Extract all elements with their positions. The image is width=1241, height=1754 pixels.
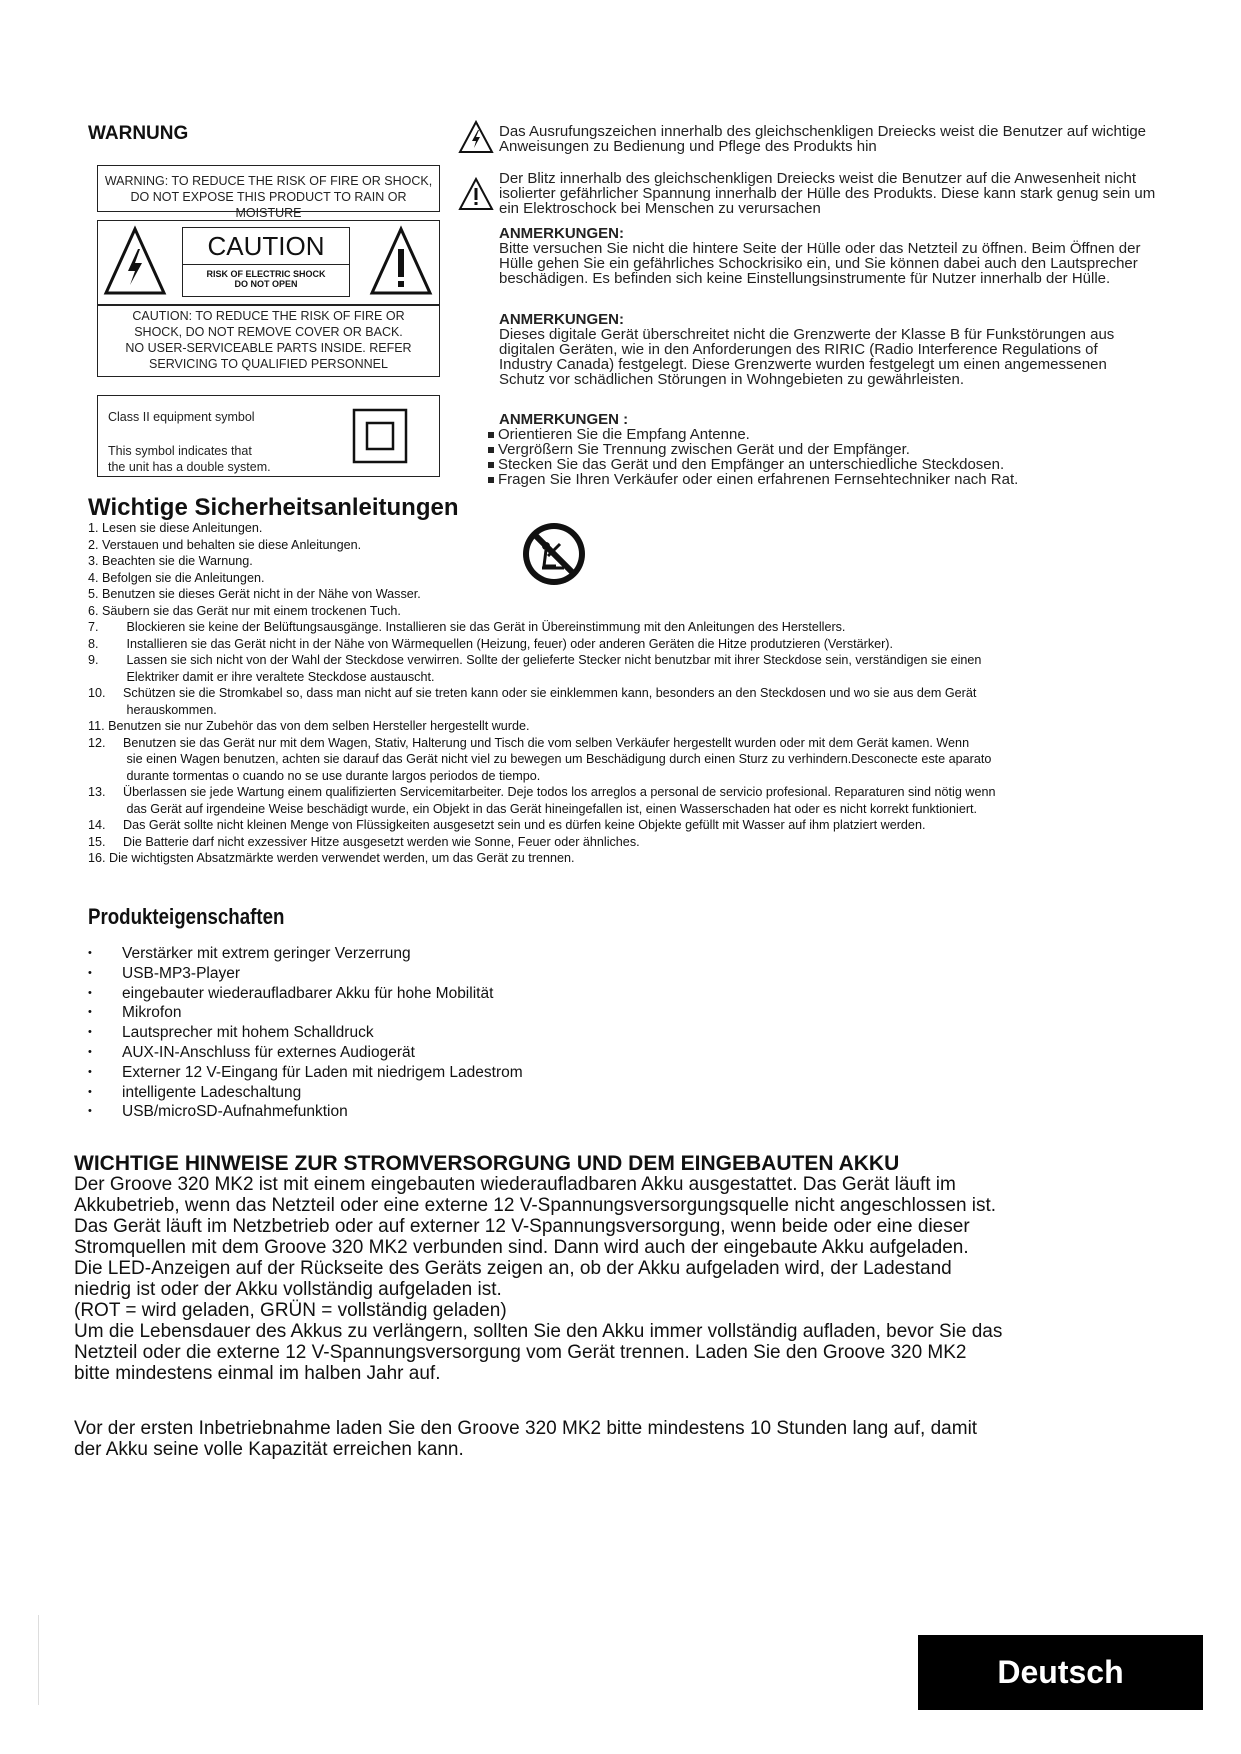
list-item: 15. Die Batterie darf nicht exzessiver Hitze ausgesetzt werden wie Sonne, Feuer oder ähnliches.: [88, 834, 640, 849]
list-item: 5. Benutzen sie dieses Gerät nicht in der Nähe von Wasser.: [88, 587, 421, 601]
list-item: herauskommen.: [88, 702, 217, 717]
list-item: Orientieren Sie die Empfang Antenne.: [488, 427, 1168, 442]
class2-desc: This symbol indicates that: [108, 444, 252, 458]
list-item: • Mikrofon: [88, 1003, 788, 1023]
caution-cover-line: SERVICING TO QUALIFIED PERSONNEL: [149, 357, 388, 371]
list-item: 4. Befolgen sie die Anleitungen.: [88, 570, 265, 585]
list-item: • Verstärker mit extrem geringer Verzerrung: [88, 944, 788, 964]
bolt-note: Der Blitz innerhalb des gleichschenkligen Dreiecks weist die Benutzer auf die Anwesenheit nicht isolierter gefährlicher Spannung innerhalb der Hülle des Produkts. Diese kann stark genug sein um ein Elektroschock bei Menschen zu verursachen: [499, 170, 1156, 217]
list-item: • Externer 12 V-Eingang für Laden mit niedrigem Ladestrom: [88, 1063, 788, 1083]
list-item: Fragen Sie Ihren Verkäufer oder einen erfahrenen Fernsehtechniker nach Rat.: [488, 472, 1168, 487]
language-badge: Deutsch: [918, 1635, 1203, 1710]
caution-cover-line: NO USER-SERVICEABLE PARTS INSIDE. REFER: [125, 341, 412, 355]
power-line: Stromquellen mit dem Groove 320 MK2 verbunden sind. Dann wird auch der eingebaute Akku aufgeladen.: [74, 1237, 969, 1258]
list-item: • USB/microSD-Aufnahmefunktion: [88, 1102, 788, 1122]
list-item: 6. Säubern sie das Gerät nur mit einem trockenen Tuch.: [88, 603, 401, 618]
list-item: 7. Blockieren sie keine der Belüftungsausgänge. Installieren sie das Gerät in Übereinstimmung mit den Anleitungen des Herstellers.: [88, 620, 846, 634]
exclamation-warning-icon: [368, 225, 434, 297]
power-line: Akkubetrieb, wenn das Netzteil oder eine externe 12 V-Spannungsversorgungsquelle nicht angeschlossen ist.: [74, 1195, 997, 1216]
caution-sub: RISK OF ELECTRIC SHOCK: [206, 269, 326, 279]
notes-heading: ANMERKUNGEN:: [499, 311, 624, 328]
list-item: 14. Das Gerät sollte nicht kleinen Menge von Flüssigkeiten ausgesetzt sein und es dürfen keine Objekte gefüllt mit Wasser auf ihm platziert werden.: [88, 818, 926, 832]
list-item: 9. Lassen sie sich nicht von der Wahl der Steckdose verwirren. Sollte der gelieferte Stecker nicht benutzbar mit ihrer Steckdose sein, verständigen sie einen: [88, 653, 982, 667]
list-item: 16. Die wichtigsten Absatzmärkte werden verwendet werden, um das Gerät zu trennen.: [88, 851, 575, 865]
power-title: WICHTIGE HINWEISE ZUR STROMVERSORGUNG UND DEM EINGEBAUTEN AKKU: [74, 1152, 900, 1175]
list-item: 10. Schützen sie die Stromkabel so, dass man nicht auf sie treten kann oder sie einklemmen kann, besonders an den Steckdosen und wo sie aus dem Gerät: [88, 686, 977, 700]
bolt-triangle-icon: [458, 177, 494, 211]
list-item: • eingebauter wiederaufladbarer Akku für hohe Mobilität: [88, 984, 788, 1004]
power-line: Netzteil oder die externe 12 V-Spannungsversorgung vom Gerät trennen. Laden Sie den Groove 320 MK2: [74, 1342, 967, 1363]
safety-list: [88, 520, 1148, 867]
list-item: • intelligente Ladeschaltung: [88, 1083, 788, 1103]
list-item: 12. Benutzen sie das Gerät nur mit dem Wagen, Stativ, Halterung und Tisch die vom selben Verkäufer hergestellt wurden oder mit dem Gerät kamen. Wenn: [88, 735, 970, 750]
power-text: [74, 1174, 1194, 1384]
list-item: Elektriker damit er ihre veraltete Steckdose austauscht.: [88, 669, 435, 684]
power-line: Vor der ersten Inbetriebnahme laden Sie den Groove 320 MK2 bitte mindestens 10 Stunden lang auf, damit: [74, 1418, 978, 1439]
list-item: das Gerät auf irgendeine Weise beschädigt wurde, ein Objekt in das Gerät hineingefallen ist, einen Wasserschaden hat oder es nicht korrekt funktioniert.: [88, 801, 978, 816]
caution-cover-line: SHOCK, DO NOT REMOVE COVER OR BACK.: [134, 325, 403, 339]
power-final: [74, 1418, 1194, 1460]
power-line: bitte mindestens einmal im halben Jahr auf.: [74, 1363, 441, 1384]
class2-desc: the unit has a double system.: [108, 460, 271, 474]
warning-box-rain: [97, 165, 440, 220]
double-square-icon: [352, 408, 408, 464]
power-line: der Akku seine volle Kapazität erreichen kann.: [74, 1439, 464, 1460]
list-item: • AUX-IN-Anschluss für externes Audiogerät: [88, 1043, 788, 1063]
class2-label: Class II equipment symbol: [108, 410, 255, 424]
caution-label-box: [182, 227, 350, 297]
power-line: (ROT = wird geladen, GRÜN = vollständig geladen): [74, 1300, 507, 1321]
list-item: 1. Lesen sie diese Anleitungen.: [88, 521, 263, 535]
caution-cover-box: [97, 305, 440, 377]
margin-line: [38, 1615, 39, 1705]
notes-text: Bitte versuchen Sie nicht die hintere Seite der Hülle oder das Netzteil zu öffnen. Beim Öffnen der Hülle gehen Sie ein gefährliches Schockrisiko ein, und Sie können dabei auch den Lautsprecher beschädigen. Es befinden sich keine Einstellungsinstrumente für Nutzer innerhalb der Hülle.: [499, 240, 1141, 287]
list-item: 8. Installieren sie das Gerät nicht in der Nähe von Wärmequellen (Heizung, feuer) oder anderen Geräten die Hitze produtzieren (Verstärker).: [88, 636, 894, 651]
lightning-warning-icon: [102, 225, 168, 297]
notes-text: Dieses digitale Gerät überschreitet nicht die Grenzwerte der Klasse B für Funkstörungen aus digitalen Geräten, wie in den Anforderungen des RIRIC (Radio Interference Regulations of Industry Canada) festgelegt. Diese Grenzwerte wurden festgelegt um einen angemessenen Schutz vor schädlichen Störungen in Wohngebieten zu gewährleisten.: [499, 326, 1115, 388]
notes-heading: ANMERKUNGEN:: [499, 225, 624, 242]
safety-title: Wichtige Sicherheitsanleitungen: [88, 494, 459, 521]
power-line: niedrig ist oder der Akku vollständig aufgeladen ist.: [74, 1279, 502, 1300]
class2-box: [97, 395, 440, 477]
features-title: Produkteigenschaften: [88, 904, 285, 929]
warning-box-line: DO NOT EXPOSE THIS PRODUCT TO RAIN OR MOISTURE: [130, 190, 407, 220]
exclamation-triangle-icon: [458, 120, 494, 154]
power-line: Die LED-Anzeigen auf der Rückseite des Geräts zeigen an, ob der Akku aufgeladen wird, der Ladestand: [74, 1258, 952, 1279]
power-line: Um die Lebensdauer des Akkus zu verlängern, sollten Sie den Akku immer vollständig aufladen, bevor Sie das: [74, 1321, 1003, 1342]
caution-box: [97, 220, 440, 305]
list-item: durante tormentas o cuando no se use durante largos periodos de tiempo.: [88, 768, 541, 783]
list-item: • Lautsprecher mit hohem Schalldruck: [88, 1023, 788, 1043]
notes-heading: ANMERKUNGEN :: [499, 411, 629, 428]
list-item: • USB-MP3-Player: [88, 964, 788, 984]
notes-bullet-list: [488, 427, 1168, 487]
list-item: 3. Beachten sie die Warnung.: [88, 554, 253, 568]
exclamation-note: Das Ausrufungszeichen innerhalb des gleichschenkligen Dreiecks weist die Benutzer auf wichtige Anweisungen zu Bedienung und Pflege des Produkts hin: [499, 123, 1147, 155]
list-item: Vergrößern Sie Trennung zwischen Gerät und der Empfänger.: [488, 442, 1168, 457]
list-item: 2. Verstauen und behalten sie diese Anleitungen.: [88, 537, 362, 552]
caution-sub: DO NOT OPEN: [234, 279, 298, 289]
list-item: Stecken Sie das Gerät und den Empfänger an unterschiedliche Steckdosen.: [488, 457, 1168, 472]
power-line: Der Groove 320 MK2 ist mit einem eingebauten wiederaufladbaren Akku ausgestattet. Das Gerät läuft im: [74, 1174, 956, 1195]
list-item: sie einen Wagen benutzen, achten sie darauf das Gerät nicht viel zu bewegen um Beschädigung durch einen Sturz zu verhindern.Desconecte este aparato: [88, 752, 992, 766]
caution-cover-line: CAUTION: TO REDUCE THE RISK OF FIRE OR: [132, 309, 405, 323]
caution-title: CAUTION: [183, 231, 349, 265]
power-line: Das Gerät läuft im Netzbetrieb oder auf externer 12 V-Spannungsversorgung, wenn beide oder eine dieser: [74, 1216, 970, 1237]
list-item: 11. Benutzen sie nur Zubehör das von dem selben Hersteller hergestellt wurde.: [88, 719, 530, 733]
list-item: 13. Überlassen sie jede Wartung einem qualifizierten Servicemitarbeiter. Deje todos los arreglos a personal de servicio profesional. Reparaturen sind nötig wenn: [88, 785, 996, 799]
warning-title: WARNUNG: [88, 123, 189, 144]
warning-box-line: WARNING: TO REDUCE THE RISK OF FIRE OR SHOCK,: [104, 174, 433, 188]
features-list: [88, 944, 788, 1122]
